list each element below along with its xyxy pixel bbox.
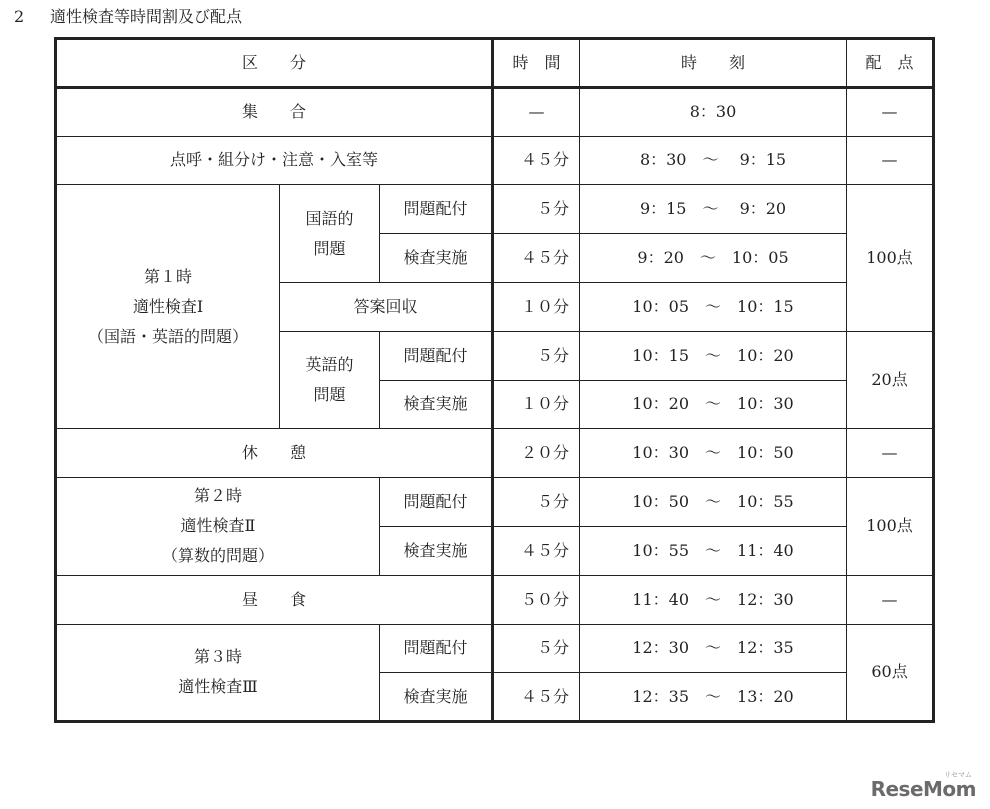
table-row-assembly <box>56 87 934 136</box>
header-category: 区 分 <box>56 39 493 88</box>
exam1-english-group <box>280 331 380 429</box>
exam1-collect-time: 10：05 ～ 10：15 <box>580 282 847 331</box>
exam1-japanese-distribute-time: 9：15 ～ 9：20 <box>580 185 847 234</box>
exam2-points: 100点 <box>847 478 934 576</box>
exam1-japanese-distribute-duration: ５分 <box>493 185 580 234</box>
logo-text: ReseMom <box>870 777 976 801</box>
rollcall-time: 8：30 ～ 9：15 <box>580 136 847 185</box>
exam3-points: 60点 <box>847 624 934 722</box>
exam1-english-group-line1: 英語的 <box>305 355 354 375</box>
exam1-title-line2: 適性検査Ⅰ <box>132 296 204 316</box>
exam1-collect-label: 答案回収 <box>280 282 493 331</box>
exam3-title-line2: 適性検査Ⅲ <box>178 677 258 697</box>
exam2-distribute-label: 問題配付 <box>380 478 493 527</box>
exam2-title-line1: 第２時 <box>193 486 242 506</box>
exam1-english-group-line2: 問題 <box>313 385 346 405</box>
exam2-conduct-duration: ４５分 <box>493 526 580 575</box>
lunch-points: — <box>847 575 934 624</box>
schedule-table <box>54 37 935 723</box>
lunch-duration: ５０分 <box>493 575 580 624</box>
section-title: 適性検査等時間割及び配点 <box>50 7 243 26</box>
exam2-title-line3: （算数的問題） <box>161 546 274 566</box>
exam1-collect-duration: １０分 <box>493 282 580 331</box>
exam1-english-distribute-time: 10：15 ～ 10：20 <box>580 331 847 380</box>
break-duration: ２０分 <box>493 429 580 478</box>
header-points: 配 点 <box>847 39 934 88</box>
exam2-distribute-time: 10：50 ～ 10：55 <box>580 478 847 527</box>
exam1-english-points: 20点 <box>847 331 934 429</box>
table-row-break <box>56 429 934 478</box>
exam1-english-distribute-duration: ５分 <box>493 331 580 380</box>
exam1-japanese-conduct-label: 検査実施 <box>380 234 493 283</box>
exam1-japanese-conduct-duration: ４５分 <box>493 234 580 283</box>
exam3-distribute-duration: ５分 <box>493 624 580 673</box>
exam3-conduct-duration: ４５分 <box>493 673 580 722</box>
table-header-row <box>56 39 934 88</box>
header-duration: 時 間 <box>493 39 580 88</box>
table-row-exam3-distribute <box>56 624 934 673</box>
table-row-lunch <box>56 575 934 624</box>
break-label: 休 憩 <box>56 429 493 478</box>
exam1-japanese-group <box>280 185 380 283</box>
resemom-logo <box>870 771 976 801</box>
logo-ruby: リセマム <box>944 771 972 779</box>
table-row-exam1-japanese-distribute <box>56 185 934 234</box>
exam2-conduct-time: 10：55 ～ 11：40 <box>580 526 847 575</box>
exam1-japanese-distribute-label: 問題配付 <box>380 185 493 234</box>
assembly-time: 8：30 <box>580 87 847 136</box>
break-points: — <box>847 429 934 478</box>
rollcall-label: 点呼・組分け・注意・入室等 <box>56 136 493 185</box>
exam3-conduct-time: 12：35 ～ 13：20 <box>580 673 847 722</box>
exam2-distribute-duration: ５分 <box>493 478 580 527</box>
section-number: 2 <box>14 7 25 26</box>
exam1-english-conduct-duration: １０分 <box>493 380 580 429</box>
assembly-duration: — <box>493 87 580 136</box>
exam1-english-distribute-label: 問題配付 <box>380 331 493 380</box>
assembly-points: — <box>847 87 934 136</box>
exam3-title-line1: 第３時 <box>193 647 242 667</box>
assembly-label: 集 合 <box>56 87 493 136</box>
table-row-rollcall <box>56 136 934 185</box>
break-time: 10：30 ～ 10：50 <box>580 429 847 478</box>
exam1-japanese-conduct-time: 9：20 ～ 10：05 <box>580 234 847 283</box>
header-time: 時 刻 <box>580 39 847 88</box>
exam2-title <box>56 478 380 576</box>
exam2-conduct-label: 検査実施 <box>380 526 493 575</box>
rollcall-points: — <box>847 136 934 185</box>
exam1-title-line1: 第１時 <box>143 266 192 286</box>
exam3-title <box>56 624 380 722</box>
exam1-japanese-group-line1: 国語的 <box>305 208 354 228</box>
section-heading <box>14 6 242 28</box>
exam1-japanese-group-line2: 問題 <box>313 238 346 258</box>
exam3-distribute-time: 12：30 ～ 12：35 <box>580 624 847 673</box>
rollcall-duration: ４５分 <box>493 136 580 185</box>
lunch-label: 昼 食 <box>56 575 493 624</box>
exam3-conduct-label: 検査実施 <box>380 673 493 722</box>
exam1-english-conduct-time: 10：20 ～ 10：30 <box>580 380 847 429</box>
exam2-title-line2: 適性検査Ⅱ <box>180 516 256 536</box>
exam1-japanese-points: 100点 <box>847 185 934 331</box>
table-row-exam2-distribute <box>56 478 934 527</box>
exam1-title-line3: （国語・英語的問題） <box>87 326 248 346</box>
exam1-title <box>56 185 280 429</box>
lunch-time: 11：40 ～ 12：30 <box>580 575 847 624</box>
exam3-distribute-label: 問題配付 <box>380 624 493 673</box>
exam1-english-conduct-label: 検査実施 <box>380 380 493 429</box>
